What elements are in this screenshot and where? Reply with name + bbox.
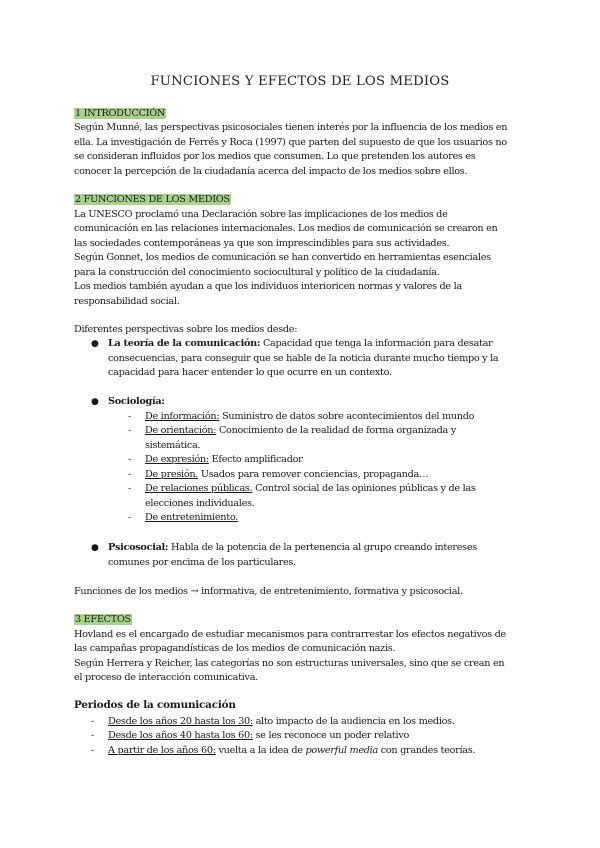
dash-icon: - <box>128 468 131 480</box>
section-3-line-2: las campañas propagandísticas de los medios de comunicación nazis. <box>74 643 396 654</box>
section-2-heading: 2 FUNCIONES DE LOS MEDIOS <box>75 194 230 205</box>
sociologia-item: De entretenimiento. <box>145 512 238 523</box>
bullet-icon: ● <box>91 339 99 349</box>
document-title: FUNCIONES Y EFECTOS DE LOS MEDIOS <box>150 74 450 89</box>
section-2-line-7: responsabilidad social. <box>74 295 180 307</box>
teoria-line-2: consecuencias, para conseguir que se hable de la noticia durante mucho tiempo y la <box>108 352 499 364</box>
dash-icon: - <box>128 425 131 436</box>
section-2-line-6: Los medios también ayudan a que los individuos interioricen normas y valores de la <box>74 281 462 292</box>
sociologia-item: De información: Suministro de datos sobre acontecimientos del mundo <box>145 410 475 422</box>
sociologia-item: De expresión: Efecto amplificador <box>145 454 303 465</box>
periodo-item: Desde los años 40 hasta los 60: se les reconoce un poder relativo <box>108 730 410 741</box>
dash-icon: - <box>128 512 131 523</box>
section-1-line-3: se consideran influidos por los medios que consumen. Lo que pretenden los autores es <box>74 151 476 162</box>
periodos-heading: Periodos de la comunicación <box>74 699 236 711</box>
bullet-icon: ● <box>91 397 99 407</box>
section-2-line-3: las sociedades contemporáneas ya que son imprescindibles para sus actividades. <box>74 237 450 249</box>
section-3-line-4: el proceso de interacción comunicativa. <box>74 672 258 683</box>
section-2-line-5: para la construcción del conocimiento sociocultural y político de la ciudadanía. <box>74 266 440 278</box>
perspectives-intro: Diferentes perspectivas sobre los medios desde: <box>74 324 298 335</box>
section-2-line-4: Según Gonnet, los medios de comunicación se han convertido en herramientas esenciales <box>74 252 491 263</box>
dash-icon: - <box>91 744 94 756</box>
sociologia-item: De presión. Usados para remover conciencias, propaganda… <box>145 468 429 480</box>
sociologia-item-cont: sistemática. <box>145 439 201 451</box>
section-3-line-3: Según Herrera y Reicher, las categorías no son estructuras universales, sino que se crean en <box>74 657 505 669</box>
section-3-line-1: Hovland es el encargado de estudiar mecanismos para contrarrestar los efectos negativos de <box>74 628 506 640</box>
section-1-heading: 1 INTRODUCCIÓN <box>75 108 166 119</box>
dash-icon: - <box>128 410 131 422</box>
section-1-line-2: ella. La investigación de Ferrés y Roca (1997) que parten del supuesto de que los usuarios no <box>74 136 507 148</box>
psicosocial-line-2: comunes por encima de los particulares. <box>108 556 296 568</box>
psicosocial-line-1: Psicosocial: Habla de la potencia de la pertenencia al grupo creando intereses <box>108 542 477 553</box>
dash-icon: - <box>91 715 94 727</box>
dash-icon: - <box>91 730 94 741</box>
sociologia-item: De orientación: Conocimiento de la realidad de forma organizada y <box>145 425 456 436</box>
dash-icon: - <box>128 483 131 494</box>
section-1-line-1: Según Munné, las perspectivas psicosociales tienen interés por la influencia de los medios en <box>74 122 508 133</box>
section-1-line-4: conocer la percepción de la ciudadanía acerca del impacto de los medios sobre ellos. <box>74 165 468 177</box>
teoria-line-1: La teoría de la comunicación: Capacidad que tenga la información para desatar <box>108 338 493 349</box>
sociologia-item: De relaciones públicas. Control social de las opiniones públicas y de las <box>145 483 476 494</box>
sociologia-label: Sociología: <box>108 396 165 407</box>
bullet-icon: ● <box>91 543 99 553</box>
dash-icon: - <box>128 454 131 465</box>
periodo-item: Desde los años 20 hasta los 30: alto impacto de la audiencia en los medios. <box>108 715 455 727</box>
section-3-heading: 3 EFECTOS <box>75 614 131 625</box>
teoria-line-3: capacidad para hacer entender lo que ocurre en un contexto. <box>108 367 392 378</box>
section-2-line-2: comunicación en las relaciones internacionales. Los medios de comunicación se crearon en <box>74 223 498 234</box>
sociologia-item-cont: elecciones individuales. <box>145 497 255 509</box>
periodo-item: A partir de los años 60: vuelta a la idea de powerful media con grandes teorías. <box>108 744 476 756</box>
section-2-line-1: La UNESCO proclamó una Declaración sobre las implicaciones de los medios de <box>74 208 448 220</box>
funciones-summary: Funciones de los medios → informativa, de entretenimiento, formativa y psicosocial. <box>74 585 463 597</box>
